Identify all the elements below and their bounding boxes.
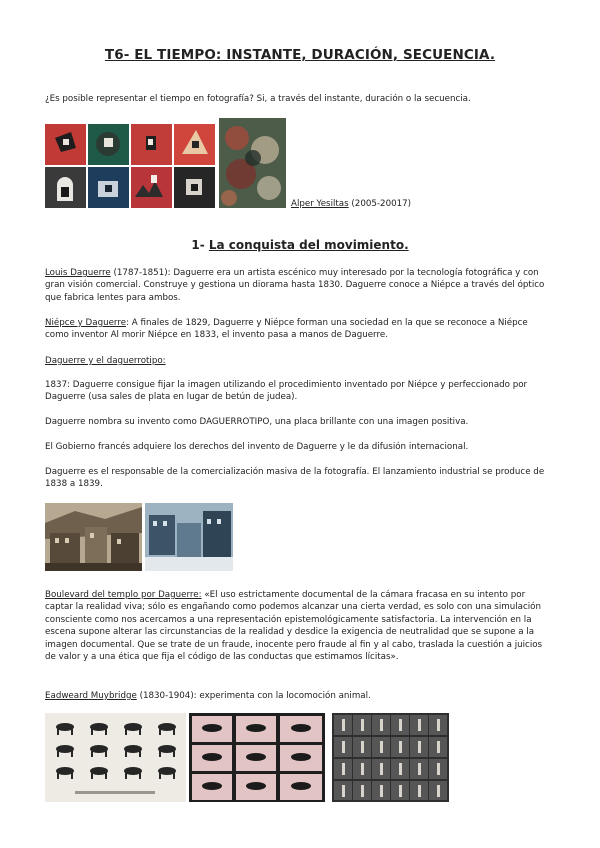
niepce-daguerre-paragraph	[45, 317, 553, 342]
section-heading	[0, 238, 600, 252]
niepce-daguerre-text: : A finales de 1829, Daguerre y Niépce forman una sociedad en la que se reconoce a Niépce como inventor Al morir Niépce en 1833, el invento pasa a manos de Daguerre.	[45, 318, 528, 341]
louis-daguerre-text: (1787-1851): Daguerre era un artista escénico muy interesado por la tecnología fotográfica y con gran visión comercial. Construye y gestiona un diorama hasta 1830. Daguerre conoce a Niépce a través del óptico que fabrica lentes para ambos.	[45, 268, 545, 303]
alper-years: (2005-20017)	[348, 199, 412, 209]
louis-daguerre-name[interactable]: Louis Daguerre	[45, 268, 111, 278]
paragraph-1837: 1837: Daguerre consigue fijar la imagen utilizando el procedimiento inventado por Niépce y perfeccionado por Daguerre (usa sales de plata en lugar de betún de judea).	[45, 380, 528, 403]
daguerrotipo-subheading: Daguerre y el daguerrotipo:	[45, 356, 166, 366]
paris-daguerreotype-image	[145, 503, 233, 571]
alper-yesiltas-grid-image	[45, 124, 216, 208]
page-title: T6- EL TIEMPO: INSTANTE, DURACIÓN, SECUENCIA.	[104, 47, 496, 63]
section-number: 1-	[191, 238, 209, 252]
grid-tile	[88, 167, 129, 208]
paragraph-gobierno: El Gobierno francés adquiere los derechos del invento de Daguerre y le da difusión internacional.	[45, 442, 469, 452]
muybridge-paragraph	[45, 690, 553, 702]
muybridge-text: (1830-1904): experimenta con la locomoción animal.	[136, 691, 371, 701]
muybridge-name[interactable]: Eadweard Muybridge	[45, 691, 137, 701]
grid-tile	[174, 124, 215, 165]
grid-tile	[88, 124, 129, 165]
muybridge-human-sequence-image	[332, 713, 449, 802]
alper-yesiltas-collage-image	[219, 118, 286, 208]
boulevard-quote: «El uso estrictamente documental de la cámara fracasa en su intento por captar la realidad viva; sólo es engañando como podemos alcanzar una cierta verdad, es solo con una simulación consciente como nos acercamos a una representación epistemológicamente satisfactoria. La intervención en la escena supone alterar las circunstancias de la realidad y desdice la exigencia de neutralidad que se supone a la imagen documental. Que se trate de un fraude, inocente pero fraude al fin y al cabo, traslada la cuestión a juicios de valor y a una ética que fija el código de las conductas que estimamos lícitas».	[45, 590, 543, 663]
muybridge-sulky-sequence-image	[189, 713, 325, 802]
niepce-daguerre-name[interactable]: Niépce y Daguerre	[45, 318, 127, 328]
boulevard-title[interactable]: Boulevard del templo por Daguerre:	[45, 590, 202, 600]
alper-name-link[interactable]: Alper Yesiltas	[291, 199, 349, 209]
muybridge-horse-sequence-image	[45, 713, 186, 802]
boulevard-daguerreotype-image	[45, 503, 142, 571]
grid-tile	[45, 167, 86, 208]
paragraph-comercializacion: Daguerre es el responsable de la comercialización masiva de la fotografía. El lanzamiento industrial se produce de 1838 a 1839.	[45, 467, 545, 490]
boulevard-paragraph	[45, 589, 553, 663]
grid-tile	[131, 167, 172, 208]
section-title: La conquista del movimiento.	[208, 238, 409, 252]
louis-daguerre-paragraph	[45, 267, 553, 304]
intro-paragraph: ¿Es posible representar el tiempo en fotografía? Si, a través del instante, duración o la secuencia.	[45, 94, 471, 104]
grid-tile	[131, 124, 172, 165]
grid-tile	[45, 124, 86, 165]
alper-caption	[291, 199, 411, 209]
grid-tile	[174, 167, 215, 208]
paragraph-nombra: Daguerre nombra su invento como DAGUERROTIPO, una placa brillante con una imagen positiva.	[45, 417, 469, 427]
